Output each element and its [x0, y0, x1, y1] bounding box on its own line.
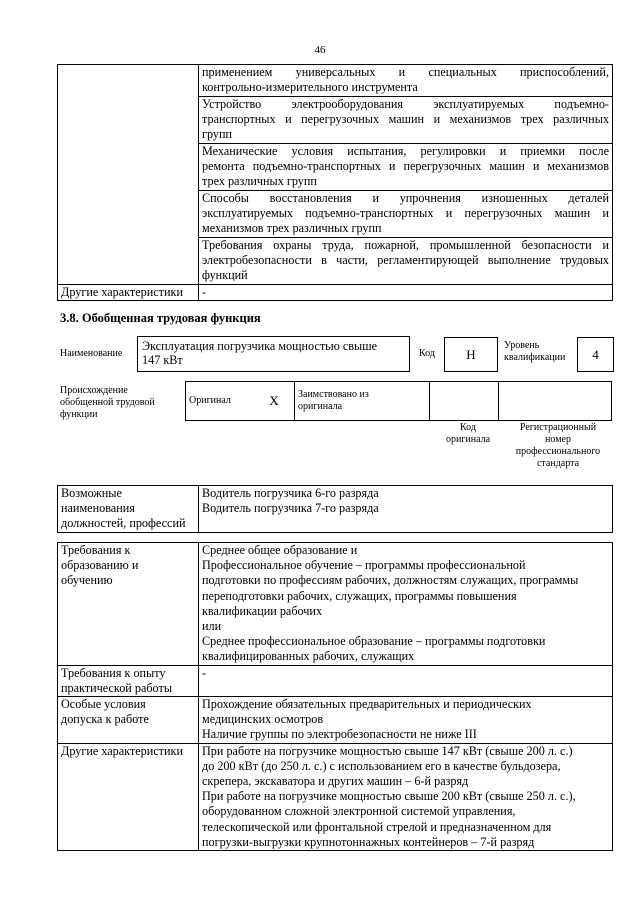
row-label	[58, 697, 199, 744]
cell-line: применением универсальных и специальных приспособлений,	[202, 65, 609, 79]
cell-line: -	[202, 665, 207, 680]
row-label: Другие характеристики	[58, 285, 199, 301]
position-name: Водитель погрузчика 7-го разряда	[202, 501, 379, 516]
table-row	[58, 486, 613, 533]
cell-line: переподготовки рабочих, служащих, программы повышения	[202, 588, 517, 603]
table-row	[58, 543, 613, 666]
origin-label-line: функции	[60, 409, 98, 420]
name-value-line: Эксплуатация погрузчика мощностью свыше	[142, 339, 378, 353]
reg-number-cell	[499, 382, 612, 421]
cell-line: телескопической или фронтальной стрелой и предназначенном для	[202, 819, 552, 834]
table-cell	[199, 238, 613, 285]
positions-table	[57, 485, 613, 533]
table-row	[186, 382, 612, 421]
row-label-line: Возможные	[61, 486, 122, 500]
table-row	[58, 697, 613, 744]
reg-caption-line: стандарта	[536, 458, 580, 469]
cell-line: до 200 кВт (до 250 л. с.) с использованием его в качестве бульдозера,	[202, 758, 561, 773]
origin-label	[60, 385, 155, 421]
table-cell	[199, 97, 613, 144]
cell-line: погрузки-выгрузки крупнотоннажных контейнеров – 7-й разряд	[202, 834, 535, 849]
cell-line: Требования охраны труда, пожарной, промышленной безопасности и	[202, 238, 609, 252]
row-label-line: практической работы	[61, 680, 173, 695]
original-mark: X	[254, 382, 295, 421]
original-code-cell	[430, 382, 499, 421]
row-label-line: Другие характеристики	[61, 743, 183, 758]
cell-line: квалификации рабочих	[202, 603, 323, 618]
row-label-line: должностей, профессий	[61, 516, 186, 531]
section-title: 3.8. Обобщенная трудовая функция	[60, 311, 261, 325]
table-cell	[199, 743, 613, 850]
borrowed-label-line: Заимствовано из	[298, 389, 369, 400]
cell-line: При работе на погрузчике мощностью свыше 147 кВт (свыше 200 л. с.)	[202, 743, 573, 758]
origin-label-line: Происхождение	[60, 385, 128, 396]
cell-line: Наличие группы по электробезопасности не ниже III	[202, 727, 477, 742]
cell-line: ремонта подъемно-транспортных и перегрузочных машин и механизмов	[202, 159, 609, 174]
cell-line: скрепера, экскаватора и других машин – 6-й разряд	[202, 774, 469, 789]
row-label	[58, 486, 199, 533]
row-label	[58, 665, 199, 696]
cell-line: Способы восстановления и упрочнения изношенных деталей	[202, 191, 609, 205]
table-row	[58, 285, 613, 301]
cell-line: функций	[202, 268, 248, 283]
code-value: H	[444, 337, 498, 372]
cell-line: групп	[202, 127, 233, 142]
cell-line: квалифицированных рабочих, служащих	[202, 649, 415, 664]
table-cell	[199, 543, 613, 666]
cell-line: подготовки по профессиям рабочих, должностям служащих, программы	[202, 573, 579, 588]
cell-line: Прохождение обязательных предварительных и периодических	[202, 697, 532, 712]
table-cell	[199, 144, 613, 191]
table-cell	[199, 665, 613, 696]
page-number: 46	[314, 44, 326, 56]
table-cell	[199, 486, 613, 533]
cell-line: При работе на погрузчике мощностью свыше 200 кВт (свыше 250 л. с.),	[202, 789, 576, 804]
cell-line: транспортных и перегрузочных машин и механизмов трех различных	[202, 112, 609, 127]
table-cell	[199, 697, 613, 744]
reg-caption-line: номер	[545, 434, 571, 445]
table-row	[58, 65, 613, 97]
position-name: Водитель погрузчика 6-го разряда	[202, 486, 379, 500]
reg-caption-line: профессионального	[515, 446, 601, 457]
reg-caption	[504, 422, 612, 470]
cell-line: Механические условия испытания, регулировки и приемки после	[202, 144, 609, 158]
code-caption-line: оригинала	[445, 434, 491, 445]
name-value-line: 147 кВт	[142, 353, 183, 367]
table-row	[58, 743, 613, 850]
cell-line: Среднее общее образование и	[202, 543, 358, 557]
table-cell: -	[199, 285, 613, 301]
borrowed-label-line: оригинала	[298, 401, 343, 412]
level-label-line: Уровень	[504, 340, 540, 351]
cell-line: Устройство электрооборудования эксплуатируемых подъемно-	[202, 97, 609, 111]
borrowed-label	[295, 382, 430, 421]
row-label-line: наименования	[61, 501, 135, 516]
row-label-line: образованию и	[61, 558, 139, 573]
code-caption-line: Код	[460, 422, 476, 433]
cell-line: Профессиональное обучение – программы профессиональной	[202, 558, 526, 573]
cell-line: медицинских осмотров	[202, 712, 324, 727]
table-cell	[199, 65, 613, 97]
level-value: 4	[577, 337, 614, 372]
table-cell-empty	[58, 65, 199, 285]
row-label-line: Требования к	[61, 543, 131, 557]
row-label	[58, 743, 199, 850]
level-label-line: квалификации	[504, 352, 566, 363]
row-label-line: обучению	[61, 573, 113, 588]
name-label: Наименование	[60, 348, 123, 359]
cell-line: или	[202, 619, 222, 634]
reg-caption-line: Регистрационный	[519, 422, 597, 433]
code-label: Код	[419, 348, 435, 359]
row-label	[58, 543, 199, 666]
origin-label-line: обобщенной трудовой	[60, 397, 155, 408]
knowledge-table	[57, 64, 613, 301]
cell-line: электробезопасности в части, регламентирующей выполнение трудовых	[202, 253, 609, 268]
row-label-line: Особые условия	[61, 697, 146, 712]
cell-line: трех различных групп	[202, 174, 317, 189]
cell-line: Среднее профессиональное образование – программы подготовки	[202, 634, 546, 649]
level-label	[504, 340, 565, 364]
cell-line: механизмов трех различных групп	[202, 221, 382, 236]
table-row	[58, 665, 613, 696]
cell-line: эксплуатируемых подъемно-транспортных и перегрузочных машин и	[202, 206, 609, 221]
name-value-box	[137, 336, 410, 372]
table-cell	[199, 191, 613, 238]
origin-table	[185, 381, 612, 421]
original-label: Оригинал	[186, 382, 255, 421]
cell-line: контрольно-измерительного инструмента	[202, 80, 418, 95]
row-label-line: допуска к работе	[61, 712, 149, 727]
cell-line: оборудованном сложной электронной системой управления,	[202, 804, 516, 819]
code-caption	[433, 422, 503, 446]
requirements-table	[57, 542, 613, 851]
row-label-line: Требования к опыту	[61, 665, 166, 680]
